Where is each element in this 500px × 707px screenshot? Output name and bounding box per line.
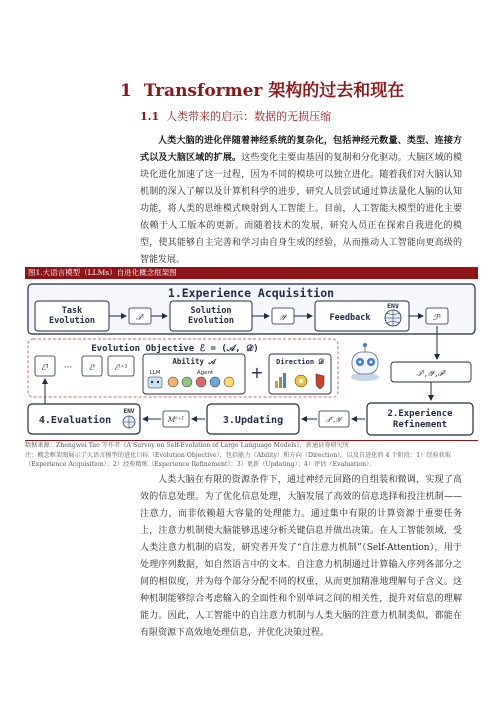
paragraph-1 [140, 133, 462, 269]
paragraph-1-bold: 人类大脑的进化伴随着神经系统的复杂化，包括神经元数量、类型、连接方式以及大脑区域的扩展。 [140, 136, 462, 163]
sym-mt1: 𝑀ᵗ⁺¹ [167, 415, 185, 424]
chapter-heading [120, 76, 404, 101]
solution-label-1: Solution [190, 306, 232, 316]
env-globe-icon [385, 310, 401, 326]
evaluation-label: 4.Evaluation [38, 415, 112, 426]
direction-label: Direction 𝒟 [276, 358, 324, 366]
refinement-label-1: 2.Experience [387, 409, 453, 419]
section-number: 1.1 [140, 110, 160, 123]
sym-e1: ℰ¹ [40, 363, 50, 372]
figure-title: 图1.大语言模型（LLMs）自进化概念框架图 [25, 267, 478, 279]
svg-text:SolutionEvolution [188, 305, 234, 326]
shield-icon [316, 374, 324, 389]
figure-caption [25, 441, 478, 470]
objective-title: Evolution Objective ℰ = (𝒜, 𝒟) [91, 344, 259, 354]
caption-line-2: 注：概念框架图展示了大语言模型的进化目标（Evolution Objective），包括能力（Ability）和方向（Direction）。以及自进化的 4 个阶段：1）经验获取（Experience Acquisition）；2）经验精炼（Experience Refinement）；3）更新（Updating）；4）评估（Evaluation）。 [25, 451, 452, 468]
updating-label: 3.Updating [222, 415, 284, 426]
llm-label: LLM [149, 370, 161, 376]
agent-label: Agent [196, 370, 214, 376]
sym-f: ℱᵗ [432, 313, 442, 322]
sym-y: 𝒴ᵗ [278, 313, 288, 322]
paragraph-1-text: 这些变化主要由基因的复制和分化驱动。大脑区域的模块化进化加速了这一过程，因为不同的模块可以独立进化。随着我们对大脑认知机制的深入了解以及计算机科学的进步，研究人员尝试通过算法量化人脑的认知功能，将人类的思维模式映射到人工智能上。目前，人工智能大模型的进化主要依赖于人工版本的更新。而随着技术的发展，研究人员正在探索自我进化的模型，使其能够自主完善和学习由自身生成的经验，从而推动人工智能向更高级的智能发展。 [140, 153, 462, 265]
chapter-title: Transformer 架构的过去和现在 [143, 81, 405, 101]
task-label-2: Evolution [48, 316, 96, 326]
chapter-number: 1 [120, 81, 132, 101]
section-title: 人类带来的启示：数据的无损压缩 [166, 110, 332, 123]
eval-env-globe-icon [123, 416, 135, 428]
sym-et1: ℰᵗ⁺¹ [114, 363, 128, 372]
sym-dots: ··· [63, 363, 73, 373]
env-label-1: ENV [387, 302, 399, 310]
sym-ty: 𝒯ᵗ,𝒴ᵗ [325, 416, 343, 424]
ability-label: Ability 𝒜 [172, 357, 216, 366]
solution-label-2: Evolution [187, 316, 235, 326]
self-evolution-diagram [25, 282, 478, 440]
refinement-box [367, 403, 473, 435]
gear-icon [295, 375, 307, 387]
paragraph-2: 人类大脑在有限的资源条件下，通过神经元回路的自组装和微调，实现了高效的信息处理。为了优化信息处理，大脑发展了高效的信息选择和投注机制——注意力，而非依赖超大容量的处理能力。通过集中有限的计算资源于重要任务上，注意力机制使大脑能够迅速分析关键信息并做出决策。在人工智能领域，受人类注意力机制的启发，研究者开发了“自注意力机制”（Self-Attention），用于处理序列数据，如自然语言中的文本。自注意力机制通过计算输入序列各部分之间的相似度，并为每个部分分配不同的权重，从而更加精准地理解句子含义。这种机制能够综合考虑输入的全面性和个别单词之间的相关性，提升对信息的理解能力。因此，人工智能中的自注意力机制与人类大脑的注意力机制类似，都能在有限资源下高效地处理信息，并优化决策过程。 [140, 475, 462, 638]
sym-et: ℰᵗ [88, 363, 96, 372]
sym-t: 𝒯ᵗ [135, 313, 145, 322]
section-heading [140, 108, 331, 124]
acquisition-title: 1.Experience Acquisition [167, 286, 335, 300]
plus-sign: + [250, 363, 264, 382]
robot-icon [351, 343, 379, 381]
task-label-1: Task [61, 306, 83, 316]
llm-icon [148, 377, 162, 388]
sym-tyf: 𝒯ᵗ,𝒴ᵗ,ℱᵗ [416, 369, 446, 378]
caption-line-1: 数据来源：Zhengwei Tao 等作者《A Survey on Self-Evolution of Large Language Models》，新通证券研究所 [25, 442, 350, 449]
feedback-label: Feedback [329, 313, 371, 323]
env-label-2: ENV [123, 408, 135, 415]
refinement-label-2: Refinement [392, 420, 448, 430]
